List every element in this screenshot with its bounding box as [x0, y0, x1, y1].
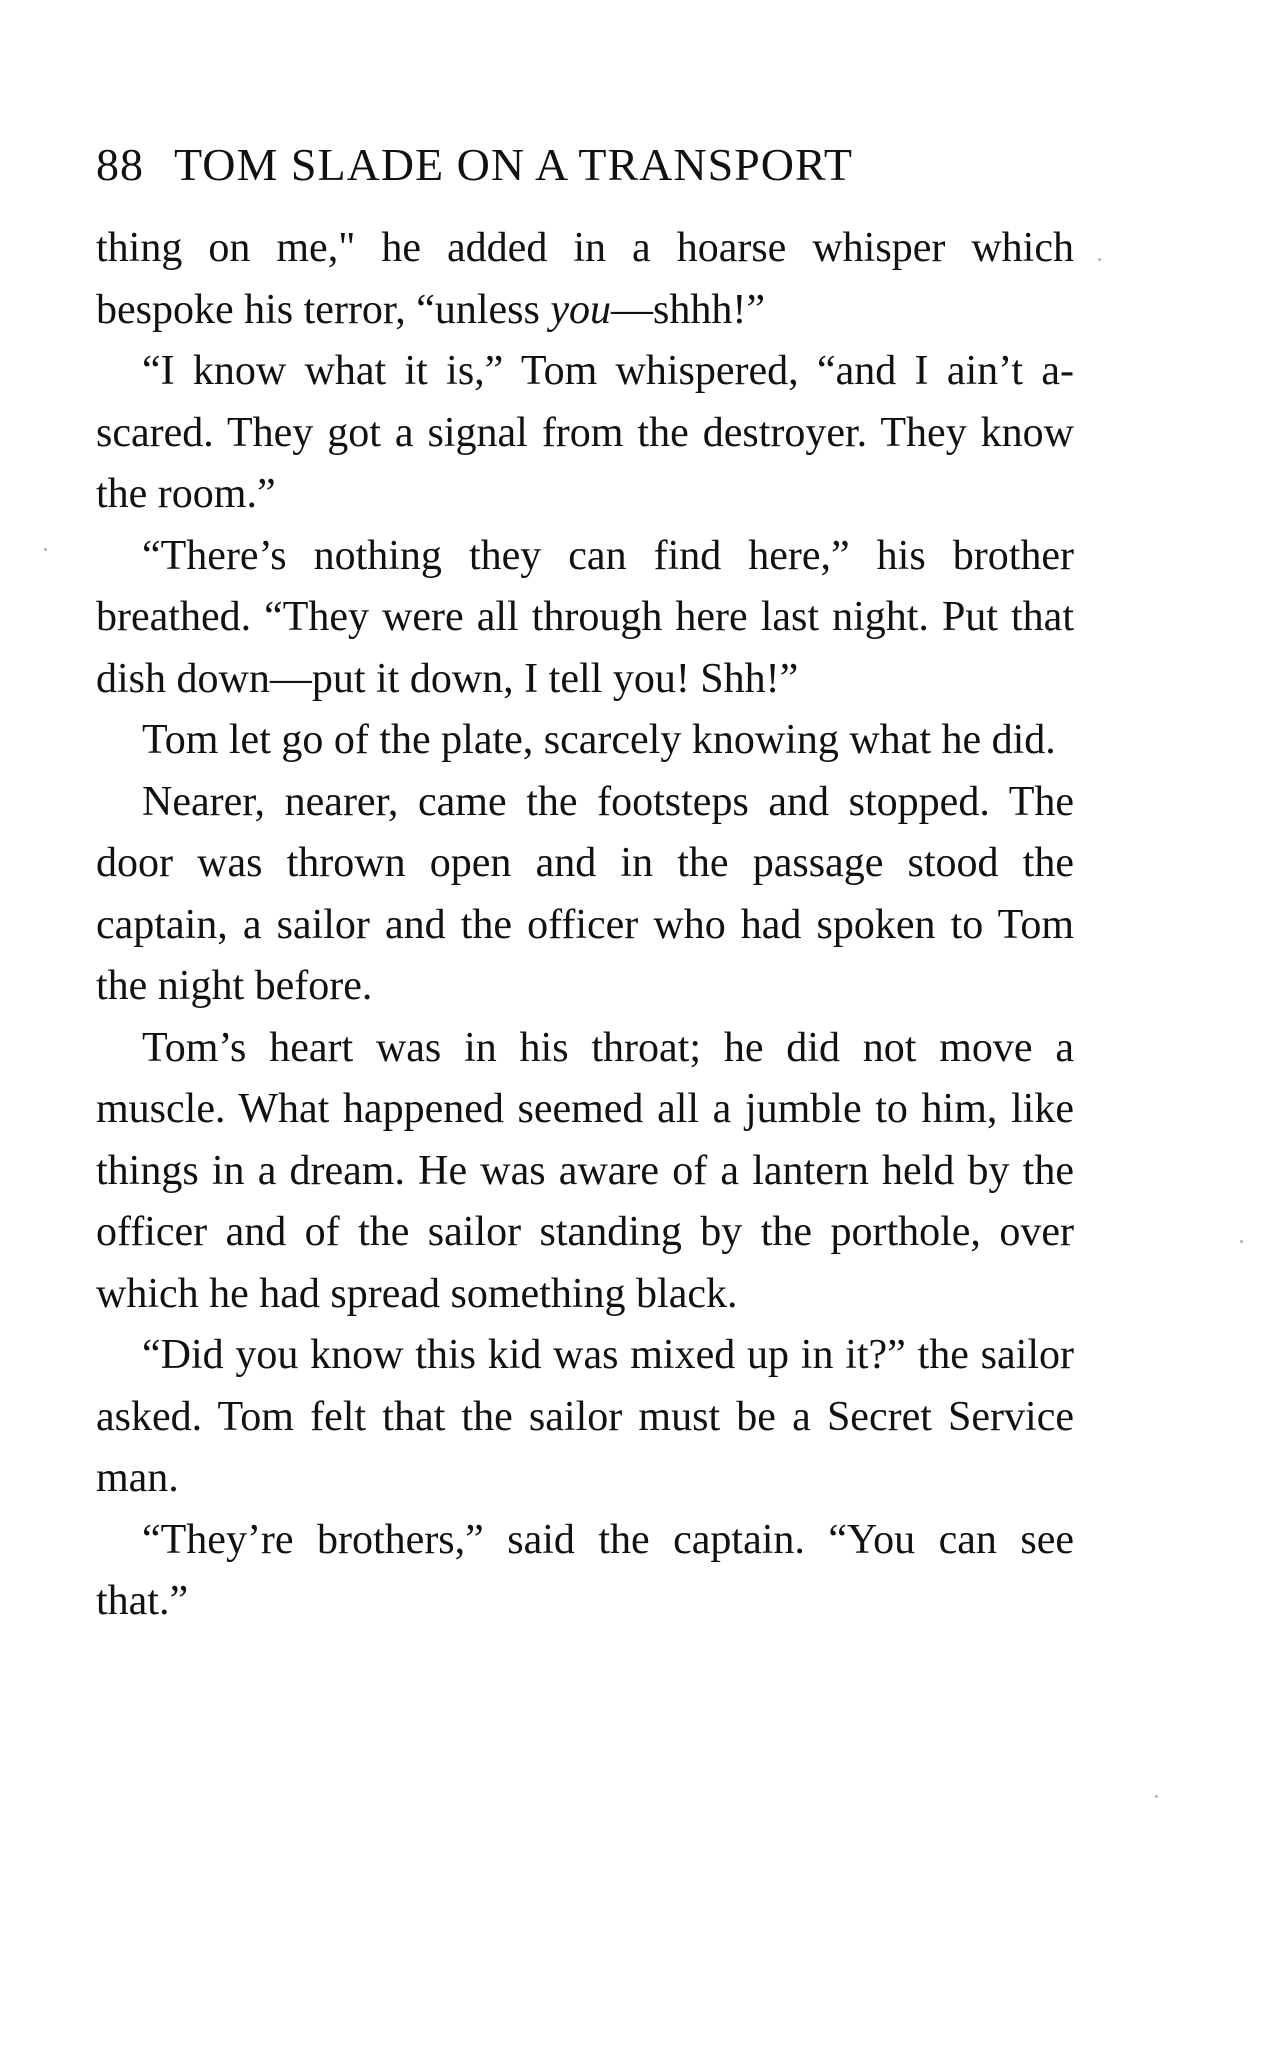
paragraph-text: thing on me," he added in a hoarse whisper which bespoke his terror, “unless [96, 225, 1074, 333]
paragraph: “Did you know this kid was mixed up in it?” the sailor asked. Tom felt that the sailor must be a Secret Service man. [96, 1332, 1074, 1501]
body-text [96, 218, 1074, 1633]
paragraph: Nearer, nearer, came the footsteps and stopped. The door was thrown open and in the passage stood the captain, a sailor and the officer who had spoken to Tom the night before. [96, 778, 1074, 1009]
paper-speck [44, 548, 47, 551]
paper-speck [1240, 1240, 1243, 1243]
paragraph: “They’re brothers,” said the captain. “You can see that.” [96, 1516, 1074, 1624]
paragraph: “There’s nothing they can find here,” his brother breathed. “They were all through here last night. Put that dish down—put it down, I tell you! Shh!” [96, 532, 1074, 702]
paper-speck [1155, 1795, 1158, 1798]
paragraph: Tom’s heart was in his throat; he did not move a muscle. What happened seemed all a jumble to him, like things in a dream. He was aware of a lantern held by the officer and of the sailor standing by the porthole, over which he had spread something black. [96, 1024, 1074, 1317]
running-title: TOM SLADE ON A TRANSPORT [174, 139, 853, 190]
emphasized-word: you [550, 286, 612, 333]
paragraph: “I know what it is,” Tom whispered, “and I ain’t a-scared. They got a signal from the destroyer. They know the room.” [96, 348, 1074, 517]
paragraph-continued [96, 218, 1074, 341]
paragraph-text-end: —shhh!” [611, 286, 766, 333]
page-header [96, 135, 1076, 195]
page-number: 88 [96, 139, 144, 190]
paper-speck [1098, 258, 1101, 261]
paragraph: Tom let go of the plate, scarcely knowing what he did. [142, 717, 1056, 763]
